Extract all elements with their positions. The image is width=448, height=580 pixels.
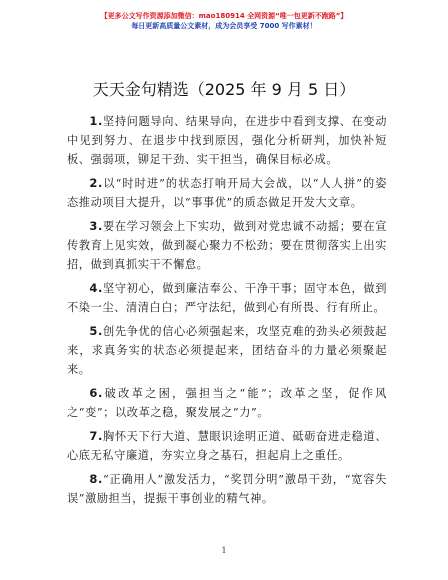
paragraph-number: 5. <box>89 324 103 338</box>
promo-banner <box>0 11 448 32</box>
page-number: 1 <box>221 546 227 555</box>
paragraph-3 <box>67 217 387 274</box>
document-title: 天天金句精选（2025 年 9 月 5 日） <box>92 80 356 99</box>
paragraph-text: 创先争优的信心必须强起来，攻坚克难的劲头必须鼓起来，求真务实的状态必须提起来，团结奋斗的力量必须聚起来。 <box>67 325 387 376</box>
paragraph-text: 要在学习领会上下实功，做到对党忠诚不动摇；要在宣传教育上见实效，做到凝心聚力不松劲；要在贯彻落实上出实招，做到真抓实干不懈怠。 <box>67 220 387 271</box>
paragraph-4 <box>67 279 387 317</box>
paragraph-6 <box>67 384 387 422</box>
paragraph-text: 破改革之困，强担当之“能”；改革之坚，促作风之“变”；以改革之稳，聚发展之“力”。 <box>67 387 387 419</box>
paragraph-number: 2. <box>89 176 103 190</box>
paragraph-text: 坚守初心，做到廉洁奉公、干净干事；固守本色，做到不染一尘、清清白白；严守法纪，做到心有所畏、行有所止。 <box>67 282 387 314</box>
paragraph-number: 1. <box>89 114 103 128</box>
paragraph-number: 8. <box>89 472 103 486</box>
paragraph-text: 以“时时进”的状态打响开局大会战，以“人人拼”的姿态推动项目大提升，以“事事优”的质态做足开发大文章。 <box>67 177 387 209</box>
paragraph-1 <box>67 112 387 169</box>
promo-banner-line-2: 每日更新高质量公文素材，成为会员享受 7000 写作素材！ <box>131 22 317 30</box>
paragraph-number: 7. <box>89 429 103 443</box>
paragraph-text: 坚持问题导向、结果导向，在进步中看到支撑、在变动中见到努力、在退步中找到原因，强化分析研判，加快补短板、强弱项，铆足干劲、实干担当，确保目标必成。 <box>67 115 387 166</box>
paragraph-7 <box>67 427 387 465</box>
paragraph-2 <box>67 174 387 212</box>
paragraph-number: 3. <box>89 219 103 233</box>
paragraph-number: 4. <box>89 281 103 295</box>
paragraph-number: 6. <box>89 386 103 400</box>
paragraph-text: 胸怀天下行大道、慧眼识途明正道、砥砺奋进走稳道、心底无私守廉道，夯实立身之基石，担起肩上之重任。 <box>67 430 387 462</box>
promo-banner-line-1: 【更多公文写作资源添加微信：mao180914 全网资源“唯一包更新不跑路”】 <box>100 12 348 20</box>
document-body <box>67 112 387 513</box>
paragraph-5 <box>67 322 387 379</box>
paragraph-8 <box>67 470 387 508</box>
paragraph-text: “正确用人”激发活力，“奖罚分明”激昂干劲，“宽容失误”激励担当，提振干事创业的精气神。 <box>67 473 387 505</box>
